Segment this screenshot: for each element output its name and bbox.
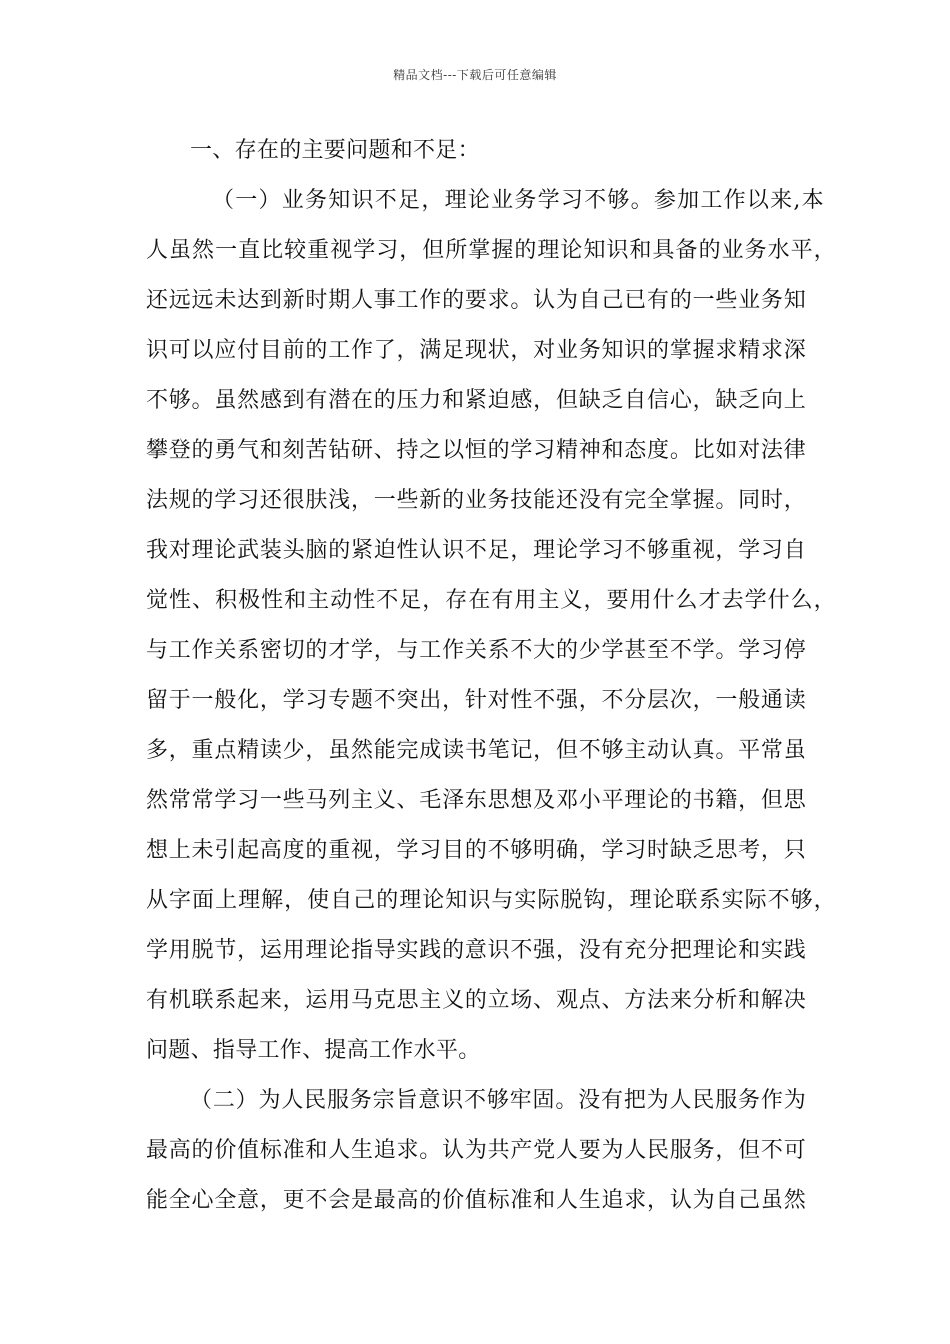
paragraph-line: 多，重点精读少，虽然能完成读书笔记，但不够主动认真。平常虽 (146, 738, 806, 763)
paragraph-line: （二）为人民服务宗旨意识不够牢固。没有把为人民服务作为 (190, 1088, 806, 1113)
paragraph-line: 从字面上理解，使自己的理论知识与实际脱钩，理论联系实际不够， (146, 888, 836, 913)
paragraph-line: （一）业务知识不足，理论业务学习不够。参加工作以来,本 (212, 188, 824, 213)
paragraph-line: 想上未引起高度的重视，学习目的不够明确，学习时缺乏思考，只 (146, 838, 806, 863)
paragraph-line: 人虽然一直比较重视学习，但所掌握的理论知识和具备的业务水平， (146, 238, 836, 263)
paragraph-line: 最高的价值标准和人生追求。认为共产党人要为人民服务，但不可 (146, 1138, 806, 1163)
section-heading: 一、存在的主要问题和不足： (190, 138, 480, 163)
paragraph-line: 然常常学习一些马列主义、毛泽东思想及邓小平理论的书籍，但思 (146, 788, 806, 813)
paragraph-line: 问题、指导工作、提高工作水平。 (146, 1038, 481, 1063)
paragraph-line: 法规的学习还很肤浅，一些新的业务技能还没有完全掌握。同时， (146, 488, 806, 513)
page-header: 精品文档---下载后可任意编辑 (393, 68, 557, 82)
paragraph-line: 我对理论武装头脑的紧迫性认识不足，理论学习不够重视，学习自 (146, 538, 806, 563)
paragraph-line: 与工作关系密切的才学，与工作关系不大的少学甚至不学。学习停 (146, 638, 806, 663)
paragraph-line: 还远远未达到新时期人事工作的要求。认为自己已有的一些业务知 (146, 288, 806, 313)
paragraph-line: 有机联系起来，运用马克思主义的立场、观点、方法来分析和解决 (146, 988, 806, 1013)
paragraph-line: 觉性、积极性和主动性不足，存在有用主义，要用什么才去学什么， (146, 588, 836, 613)
paragraph-line: 留于一般化，学习专题不突出，针对性不强，不分层次，一般通读 (146, 688, 806, 713)
paragraph-line: 攀登的勇气和刻苦钻研、持之以恒的学习精神和态度。比如对法律 (146, 438, 806, 463)
paragraph-line: 识可以应付目前的工作了，满足现状，对业务知识的掌握求精求深 (146, 338, 806, 363)
paragraph-line: 不够。虽然感到有潜在的压力和紧迫感，但缺乏自信心，缺乏向上 (146, 388, 806, 413)
paragraph-line: 能全心全意，更不会是最高的价值标准和人生追求，认为自己虽然 (146, 1188, 806, 1213)
paragraph-line: 学用脱节，运用理论指导实践的意识不强，没有充分把理论和实践 (146, 938, 806, 963)
